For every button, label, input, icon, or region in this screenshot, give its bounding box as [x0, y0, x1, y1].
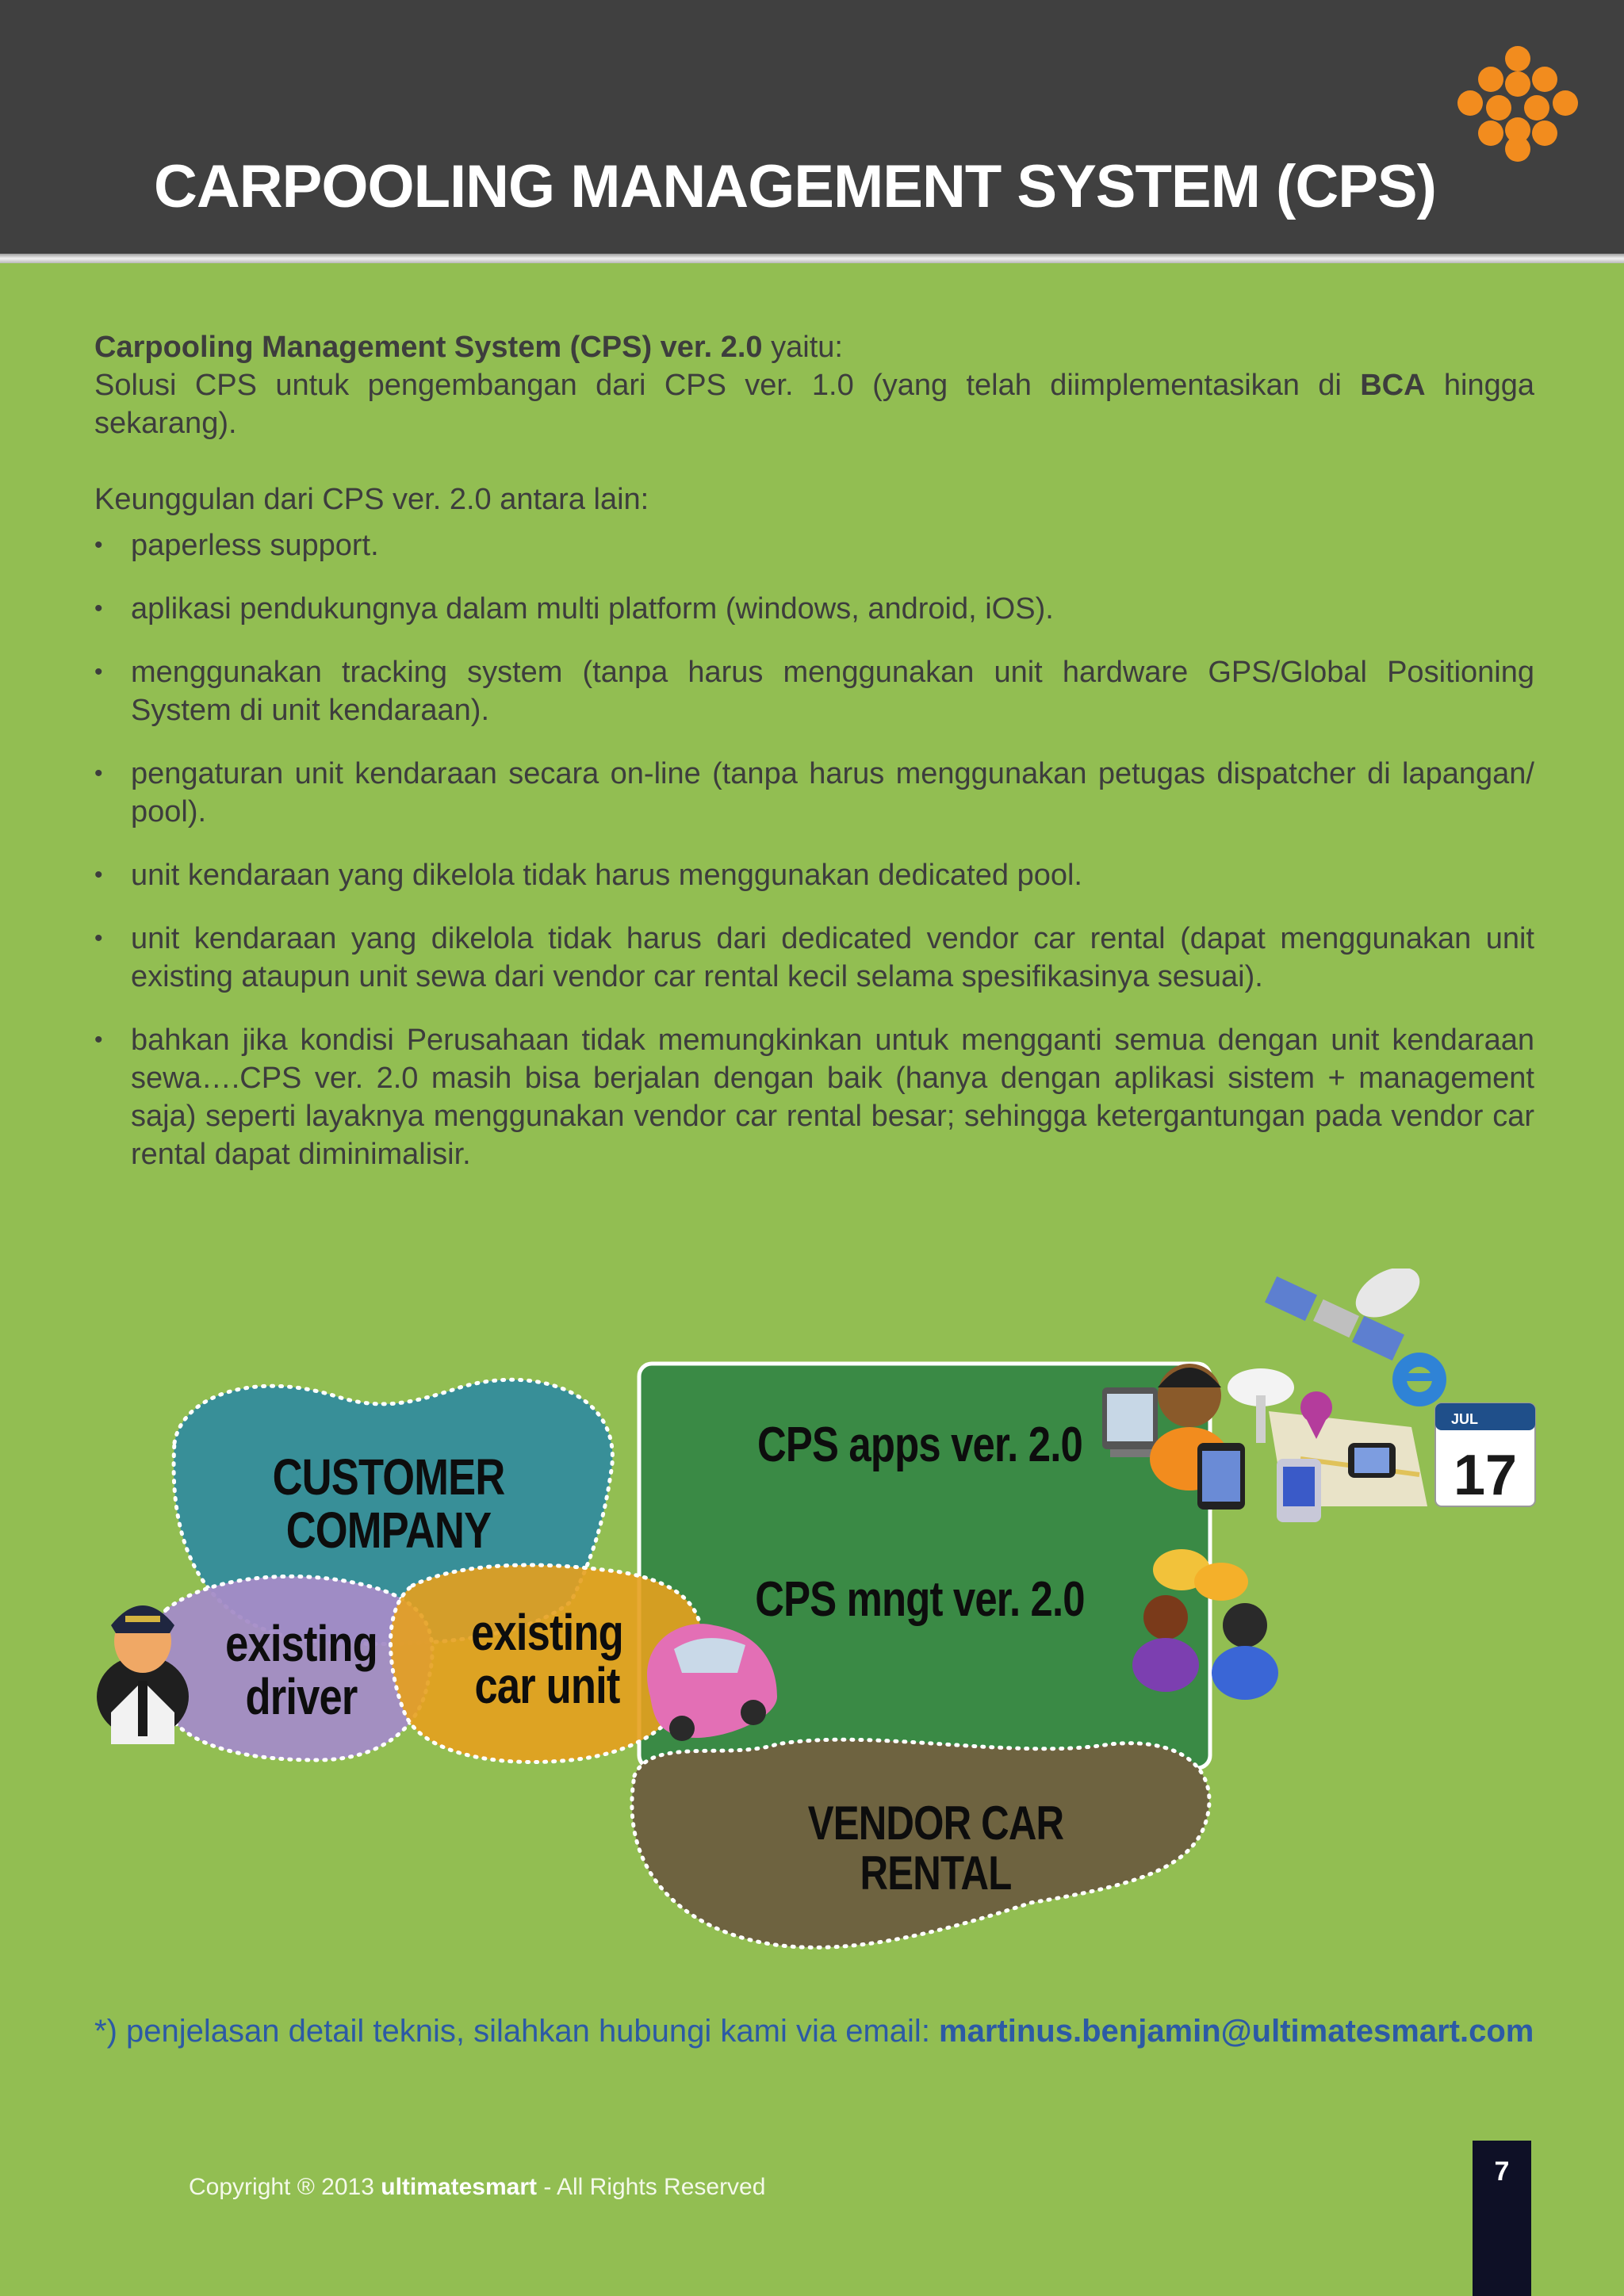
driver-label-line2: driver [245, 1668, 358, 1726]
intro-desc-text: Solusi CPS untuk pengembangan dari CPS ver. 1.0 (yang telah diimplementasikan di [94, 369, 1361, 402]
calendar-month: JUL [1451, 1411, 1479, 1427]
vendor-car-rental-label [786, 1798, 1085, 1898]
calendar-icon [1435, 1403, 1535, 1507]
vendor-label-line2: RENTAL [860, 1846, 1012, 1900]
list-item: • paperless support. [94, 526, 1534, 564]
cps-apps-label: CPS apps ver. 2.0 [757, 1418, 1082, 1472]
main-content [94, 328, 1534, 1199]
car-label-line1: existing [471, 1604, 623, 1661]
browser-e-icon [1392, 1353, 1446, 1406]
driver-label-line1: existing [225, 1615, 377, 1672]
list-item: • menggunakan tracking system (tanpa harus menggunakan unit hardware GPS/Global Positioning System di unit kendaraan). [94, 653, 1534, 729]
intro-desc-bca: BCA [1360, 369, 1426, 402]
pda-icon [1277, 1459, 1321, 1522]
list-item: • aplikasi pendukungnya dalam multi platform (windows, android, iOS). [94, 590, 1534, 628]
cps-diagram [79, 1269, 1554, 1966]
intro-description [94, 366, 1534, 442]
copyright-suffix: - All Rights Reserved [536, 2174, 766, 2200]
satellite-icon [1265, 1269, 1428, 1360]
intro-desc-text-end: hingga sekarang). [94, 369, 1534, 440]
dots-cluster-logo-icon [1454, 44, 1581, 162]
smartphone-icon [1348, 1443, 1396, 1478]
advantages-list [94, 526, 1534, 1173]
vendor-label-line1: VENDOR CAR [807, 1797, 1064, 1850]
copyright-footer [189, 2174, 765, 2201]
advantages-heading: Keunggulan dari CPS ver. 2.0 antara lain: [94, 483, 649, 516]
list-item: • bahkan jika kondisi Perusahaan tidak memungkinkan untuk mengganti semua dengan unit kendaraan sewa….CPS ver. 2.0 masih bisa berjalan dengan baik (hanya dengan aplikasi sistem + management saja) seperti layaknya menggunakan vendor car rental besar; sehingga ketergantungan pada vendor car rental dapat diminimalisir. [94, 1021, 1534, 1173]
intro-title: Carpooling Management System (CPS) ver. 2.0 [94, 331, 763, 364]
calendar-day: 17 [1453, 1444, 1518, 1507]
cps-mngt-label: CPS mngt ver. 2.0 [755, 1572, 1085, 1627]
customer-company-label [265, 1448, 512, 1559]
copyright-prefix: Copyright ® 2013 [189, 2174, 381, 2200]
existing-driver-label [204, 1617, 399, 1724]
tablet-icon [1197, 1443, 1245, 1510]
car-label-line2: car unit [474, 1657, 620, 1715]
contact-text: *) penjelasan detail teknis, silahkan hubungi kami via email: [94, 2014, 940, 2049]
header-divider [0, 254, 1624, 263]
intro-title-suffix: yaitu: [762, 331, 843, 364]
contact-email-link[interactable]: martinus.benjamin@ultimatesmart.com [939, 2014, 1534, 2049]
contact-line [94, 2014, 1534, 2049]
list-item: • pengaturan unit kendaraan secara on-line (tanpa harus menggunakan petugas dispatcher di lapangan/ pool). [94, 755, 1534, 831]
page-number: 7 [1494, 2156, 1510, 2187]
list-item: • unit kendaraan yang dikelola tidak harus menggunakan dedicated pool. [94, 856, 1534, 894]
page-title: CARPOOLING MANAGEMENT SYSTEM (CPS) [154, 153, 1436, 220]
customer-label-line2: COMPANY [285, 1502, 492, 1559]
list-item: • unit kendaraan yang dikelola tidak harus dari dedicated vendor car rental (dapat menggunakan unit existing ataupun unit sewa dari vendor car rental kecil selama spesifikasinya sesuai). [94, 920, 1534, 996]
page-number-tab [1473, 2141, 1531, 2296]
customer-label-line1: CUSTOMER [272, 1448, 505, 1506]
existing-car-unit-label [450, 1604, 645, 1715]
copyright-brand: ultimatesmart [381, 2174, 537, 2200]
intro-title-line [94, 328, 1534, 366]
